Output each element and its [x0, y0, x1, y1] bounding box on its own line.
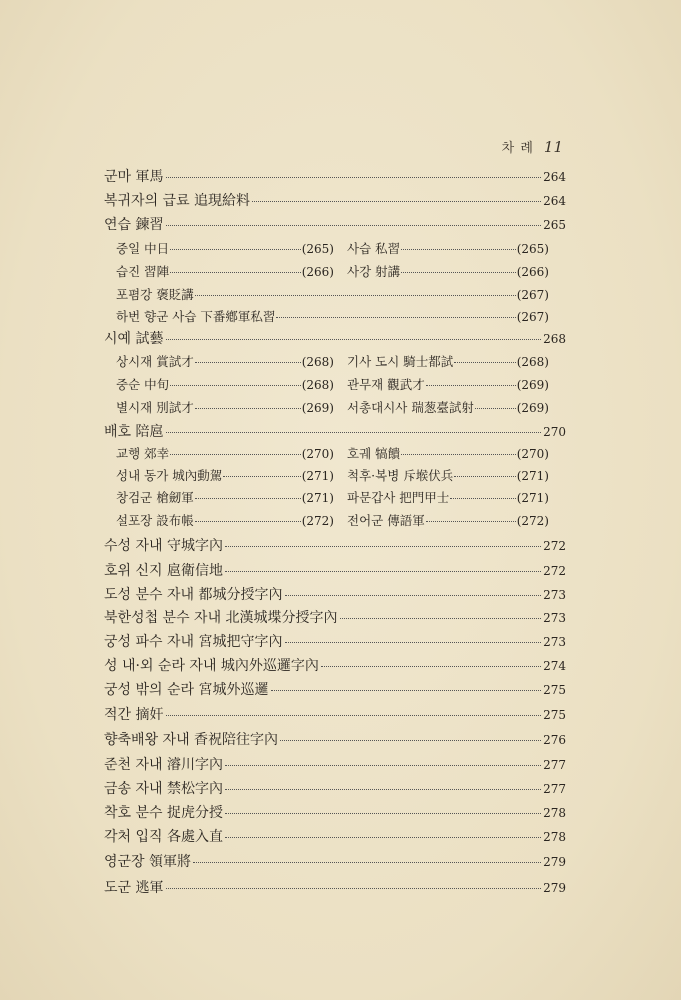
toc-subentry: [116, 468, 334, 484]
leader-dots: [225, 546, 541, 547]
leader-dots: [170, 454, 301, 455]
toc-subentry: [116, 400, 334, 416]
toc-entry-label: 시예 試藝: [104, 331, 164, 347]
toc-subentry: [116, 377, 334, 393]
toc-subentry: [347, 264, 549, 280]
toc-entry-label: 적간 摘奸: [104, 707, 164, 723]
leader-dots: [280, 740, 541, 741]
toc-entry-page: 273: [543, 588, 566, 602]
toc-subentry-label: 설포장 設布帳: [116, 513, 194, 528]
toc-entry-page: 264: [543, 170, 566, 184]
leader-dots: [475, 408, 516, 409]
leader-dots: [401, 249, 516, 250]
toc-subentry-label: 호궤 犒饋: [347, 446, 401, 461]
toc-subentry: [116, 513, 334, 529]
toc-entry-page: 278: [543, 806, 566, 820]
leader-dots: [193, 862, 541, 863]
leader-dots: [170, 249, 301, 250]
toc-subentry: [116, 241, 334, 257]
toc-entry-page: 275: [543, 683, 566, 697]
toc-subentry-page: (265): [516, 242, 549, 256]
leader-dots: [401, 272, 516, 273]
toc-subentry-page: (269): [516, 378, 549, 392]
toc-entry-page: 279: [543, 881, 566, 895]
toc-subentry-page: (268): [301, 355, 334, 369]
toc-entry: [104, 192, 566, 210]
leader-dots: [225, 813, 541, 814]
toc-subentry: [347, 241, 549, 257]
toc-subentry-page: (267): [516, 310, 549, 324]
leader-dots: [225, 571, 541, 572]
toc-subentry-page: (269): [301, 401, 334, 415]
toc-entry-label: 북한성첩 분수 자내 北漢城堞分授字內: [104, 610, 338, 626]
toc-entry: [104, 657, 566, 675]
toc-entry-page: 277: [543, 758, 566, 772]
toc-entry: [104, 780, 566, 798]
toc-subentry-label: 서총대시사 瑞葱臺試射: [347, 400, 474, 415]
toc-subentry-label: 척후·복병 斥堠伏兵: [347, 468, 454, 483]
toc-subentry-page: (268): [301, 378, 334, 392]
toc-subentry-label: 중순 中旬: [116, 377, 170, 392]
toc-entry: [104, 804, 566, 822]
leader-dots: [195, 295, 516, 296]
toc-subentry: [116, 354, 334, 370]
toc-entry: [104, 586, 566, 604]
toc-entry: [104, 731, 566, 749]
leader-dots: [252, 201, 541, 202]
toc-subentry: [347, 490, 549, 506]
toc-entry-label: 각처 입직 各處入直: [104, 829, 223, 845]
toc-entry-label: 궁성 파수 자내 宮城把守字內: [104, 634, 283, 650]
leader-dots: [450, 498, 515, 499]
toc-entry: [104, 681, 566, 699]
toc-entry: [104, 330, 566, 348]
toc-entry-label: 군마 軍馬: [104, 169, 164, 185]
toc-subentry-label: 교행 郊幸: [116, 446, 170, 461]
toc-entry: [104, 706, 566, 724]
toc-subentry: [347, 446, 549, 462]
toc-entry-label: 궁성 밖의 순라 宮城外巡邏: [104, 682, 269, 698]
toc-entry-page: 264: [543, 194, 566, 208]
toc-subentry-page: (266): [516, 265, 549, 279]
toc-subentry-label: 사강 射講: [347, 264, 401, 279]
leader-dots: [223, 476, 300, 477]
toc-entry-page: 268: [543, 332, 566, 346]
toc-subentry-label: 하번 향군 사습 下番鄕軍私習: [116, 309, 276, 324]
toc-subentry: [116, 264, 334, 280]
toc-entry: [104, 562, 566, 580]
header-title: 차 례: [501, 141, 534, 156]
toc-entry: [104, 537, 566, 555]
toc-subentry-page: (265): [301, 242, 334, 256]
toc-subentry: [347, 377, 549, 393]
toc-subentry: [347, 513, 549, 529]
toc-entry-page: 274: [543, 659, 566, 673]
toc-subentry-label: 기사 도시 騎士都試: [347, 354, 454, 369]
toc-entry: [104, 168, 566, 186]
toc-entry-page: 277: [543, 782, 566, 796]
toc-subentry-page: (271): [301, 469, 334, 483]
toc-subentry-page: (270): [516, 447, 549, 461]
toc-subentry: [347, 400, 549, 416]
toc-subentry: [116, 287, 549, 303]
leader-dots: [276, 317, 515, 318]
toc-entry-label: 영군장 領軍將: [104, 854, 192, 870]
leader-dots: [195, 521, 301, 522]
page-header: [502, 137, 563, 156]
toc-subentry-label: 창검군 槍劒軍: [116, 490, 194, 505]
toc-subentry: [347, 468, 549, 484]
toc-entry-page: 272: [543, 539, 566, 553]
toc-subentry-label: 중일 中日: [116, 241, 170, 256]
toc-entry: [104, 853, 566, 871]
toc-subentry: [116, 490, 334, 506]
toc-subentry-label: 전어군 傳語軍: [347, 513, 425, 528]
toc-entry: [104, 828, 566, 846]
toc-subentry-label: 관무재 觀武才: [347, 377, 425, 392]
toc-subentry-page: (272): [516, 514, 549, 528]
toc-entry-label: 호위 신지 扈衛信地: [104, 563, 223, 579]
toc-subentry: [116, 309, 549, 325]
toc-subentry-page: (269): [516, 401, 549, 415]
toc-entry-page: 265: [543, 218, 566, 232]
toc-entry-page: 270: [543, 425, 566, 439]
leader-dots: [271, 690, 542, 691]
leader-dots: [426, 521, 516, 522]
toc-subentry-label: 파문갑사 把門甲士: [347, 490, 450, 505]
toc-subentry-page: (267): [516, 288, 549, 302]
toc-entry-label: 향축배왕 자내 香祝陪往字內: [104, 732, 279, 748]
page-number: 11: [543, 138, 563, 156]
leader-dots: [225, 765, 541, 766]
leader-dots: [285, 642, 542, 643]
toc-entry-page: 272: [543, 564, 566, 578]
leader-dots: [170, 385, 301, 386]
toc-entry-page: 275: [543, 708, 566, 722]
toc-subentry-label: 사습 私習: [347, 241, 401, 256]
leader-dots: [166, 225, 542, 226]
toc-entry: [104, 633, 566, 651]
toc-subentry: [116, 446, 334, 462]
toc-subentry-label: 별시재 別試才: [116, 400, 194, 415]
toc-subentry-label: 습진 習陣: [116, 264, 170, 279]
toc-subentry-label: 포폄강 褒貶講: [116, 287, 194, 302]
toc-subentry: [347, 354, 549, 370]
toc-entry-page: 279: [543, 855, 566, 869]
toc-subentry-page: (271): [516, 469, 549, 483]
toc-subentry-page: (270): [301, 447, 334, 461]
toc-entry-page: 273: [543, 611, 566, 625]
toc-entry-label: 복귀자의 급료 追現給料: [104, 193, 251, 209]
leader-dots: [166, 177, 542, 178]
leader-dots: [166, 888, 542, 889]
leader-dots: [170, 272, 301, 273]
toc-entry-page: 278: [543, 830, 566, 844]
toc-subentry-label: 성내 동가 城內動駕: [116, 468, 223, 483]
toc-subentry-page: (268): [516, 355, 549, 369]
toc-entry-page: 273: [543, 635, 566, 649]
leader-dots: [321, 666, 541, 667]
leader-dots: [195, 408, 301, 409]
toc-entry-label: 준천 자내 濬川字內: [104, 757, 223, 773]
leader-dots: [340, 618, 542, 619]
toc-entry-label: 수성 자내 守城字內: [104, 538, 223, 554]
leader-dots: [166, 339, 542, 340]
toc-entry: [104, 216, 566, 234]
leader-dots: [166, 432, 542, 433]
toc-entry: [104, 879, 566, 897]
toc-subentry-page: (272): [301, 514, 334, 528]
toc-entry-label: 도군 逃軍: [104, 880, 164, 896]
toc-subentry-page: (266): [301, 265, 334, 279]
toc-subentry-label: 상시재 賞試才: [116, 354, 194, 369]
toc-subentry-page: (271): [301, 491, 334, 505]
leader-dots: [426, 385, 516, 386]
leader-dots: [195, 498, 301, 499]
toc-entry-label: 도성 분수 자내 都城分授字內: [104, 587, 283, 603]
leader-dots: [195, 362, 301, 363]
toc-entry: [104, 423, 566, 441]
leader-dots: [225, 789, 541, 790]
toc-entry-label: 배호 陪扈: [104, 424, 164, 440]
toc-entry-page: 276: [543, 733, 566, 747]
toc-entry-label: 연습 鍊習: [104, 217, 164, 233]
toc-entry-label: 착호 분수 捉虎分授: [104, 805, 223, 821]
leader-dots: [285, 595, 542, 596]
toc-subentry-page: (271): [516, 491, 549, 505]
leader-dots: [401, 454, 516, 455]
toc-entry: [104, 609, 566, 627]
leader-dots: [454, 476, 515, 477]
leader-dots: [166, 715, 542, 716]
leader-dots: [454, 362, 515, 363]
toc-entry-label: 금송 자내 禁松字內: [104, 781, 223, 797]
toc-entry: [104, 756, 566, 774]
leader-dots: [225, 837, 541, 838]
toc-entry-label: 성 내·외 순라 자내 城內外巡邏字內: [104, 658, 319, 674]
